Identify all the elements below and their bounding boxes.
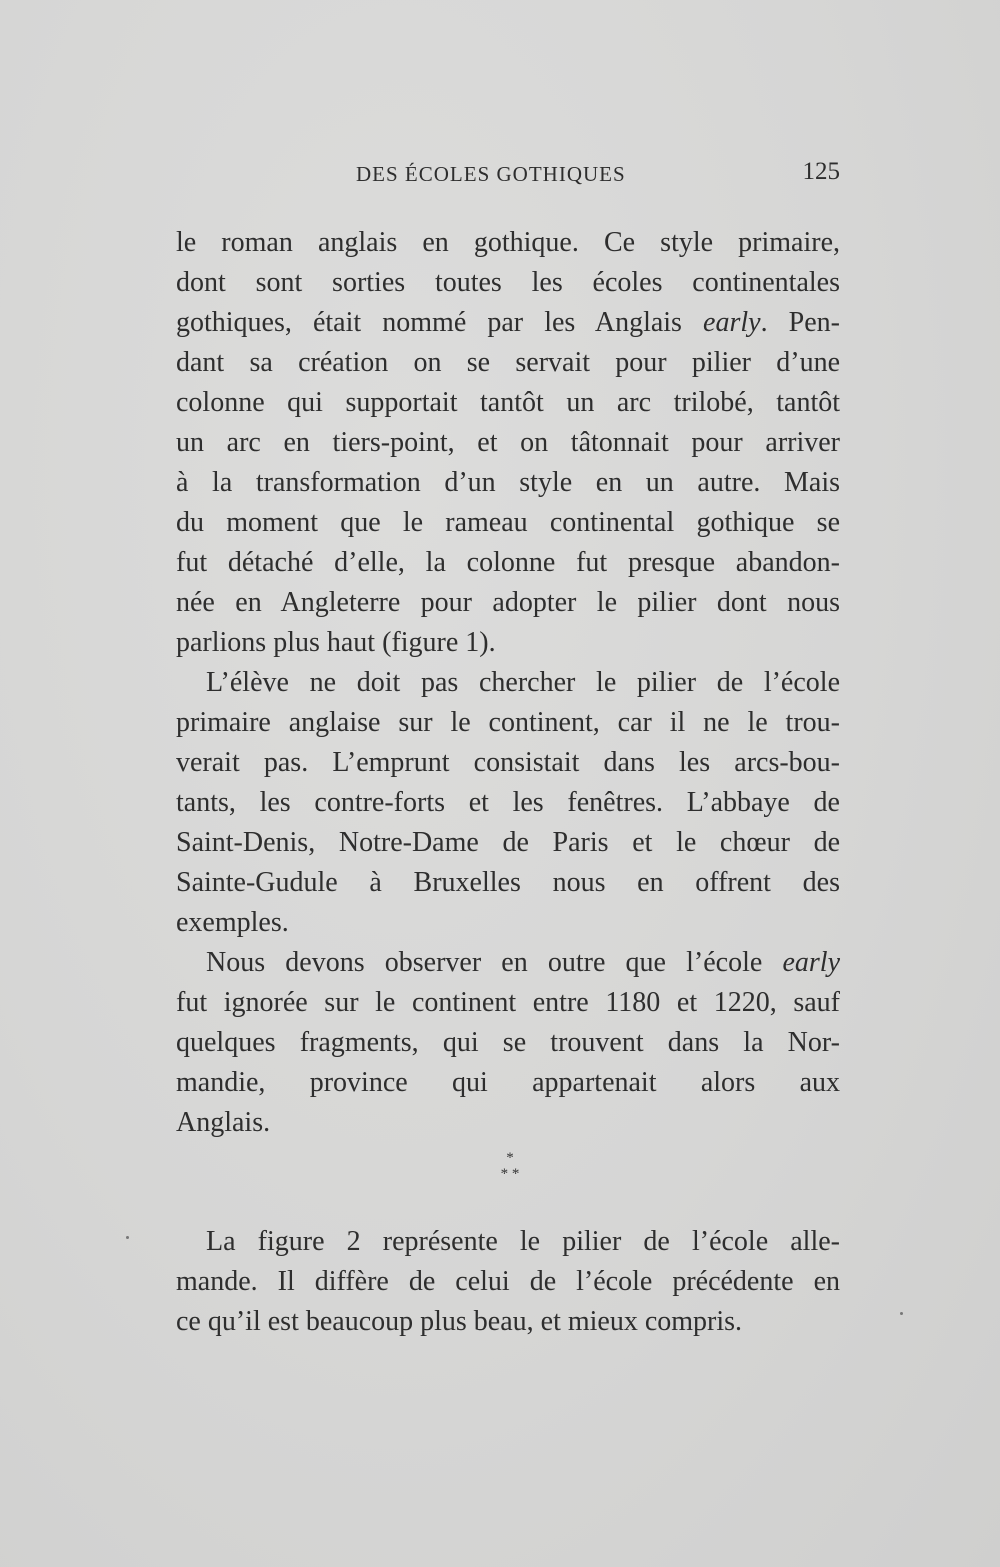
text-run: La figure 2 représente le pilier de l’école alle- <box>206 1226 840 1257</box>
text-line <box>176 1023 840 1063</box>
header-title: DES ÉCOLES GOTHIQUES <box>356 162 626 186</box>
text-line <box>176 343 840 383</box>
text-line <box>176 1262 840 1302</box>
text-run: quelques fragments, qui se trouvent dans la Nor- <box>176 1027 840 1058</box>
text-run: primaire anglaise sur le continent, car il ne le trou- <box>176 707 840 738</box>
text-line <box>176 1063 840 1103</box>
page-number: 125 <box>802 158 840 185</box>
text-line <box>176 463 840 503</box>
text-line <box>176 703 840 743</box>
italic-term: early <box>703 307 761 338</box>
asterism-bottom: * * <box>500 1166 520 1182</box>
italic-term: early <box>782 947 840 978</box>
text-line <box>176 263 840 303</box>
text-run: Sainte-Gudule à Bruxelles nous en offrent des <box>176 867 840 898</box>
text-line <box>176 583 840 623</box>
asterism-top: * <box>506 1150 514 1166</box>
text-line <box>176 223 840 263</box>
paper-speck <box>900 1312 903 1315</box>
text-run: tants, les contre-forts et les fenêtres. L’abbaye de <box>176 787 840 818</box>
text-line <box>176 903 840 943</box>
text-line <box>176 983 840 1023</box>
text-line <box>176 423 840 463</box>
text-run: gothiques, était nommé par les Anglais <box>176 307 704 338</box>
text-line <box>176 1222 840 1262</box>
text-run: mandie, province qui appartenait alors aux <box>176 1067 840 1098</box>
paragraph-1 <box>176 223 840 663</box>
text-line <box>176 663 840 703</box>
section-separator-asterism <box>480 1150 540 1190</box>
paragraph-4 <box>176 1222 840 1342</box>
text-run: L’élève ne doit pas chercher le pilier de l’école <box>206 667 840 698</box>
text-line <box>176 783 840 823</box>
text-run: du moment que le rameau continental gothique se <box>176 507 840 538</box>
text-line <box>176 863 840 903</box>
text-run: à la transformation d’un style en un autre. Mais <box>176 467 840 498</box>
running-header <box>176 158 840 192</box>
text-line <box>176 1103 840 1143</box>
text-run: le roman anglais en gothique. Ce style primaire, <box>176 227 840 258</box>
text-line <box>176 823 840 863</box>
text-run: exemples. <box>176 907 289 938</box>
paper-speck <box>126 1236 129 1239</box>
text-line <box>176 623 840 663</box>
text-run: dant sa création on se servait pour pilier d’une <box>176 347 840 378</box>
text-run: colonne qui supportait tantôt un arc trilobé, tantôt <box>176 387 840 418</box>
text-run: Nous devons observer en outre que l’école <box>206 947 783 978</box>
text-line <box>176 743 840 783</box>
text-run: Anglais. <box>176 1107 271 1138</box>
text-run: ce qu’il est beaucoup plus beau, et mieux compris. <box>176 1306 743 1337</box>
text-line <box>176 383 840 423</box>
text-run: fut ignorée sur le continent entre 1180 et 1220, sauf <box>176 987 840 1018</box>
text-run: un arc en tiers-point, et on tâtonnait pour arriver <box>176 427 840 458</box>
text-run: dont sont sorties toutes les écoles continentales <box>176 267 840 298</box>
text-run: . Pen- <box>760 307 840 338</box>
text-run: mande. Il diffère de celui de l’école précédente en <box>176 1266 840 1297</box>
text-line <box>176 543 840 583</box>
text-run: verait pas. L’emprunt consistait dans les arcs-bou- <box>176 747 840 778</box>
text-line <box>176 503 840 543</box>
text-run: parlions plus haut (figure 1). <box>176 627 496 658</box>
text-line <box>176 943 840 983</box>
text-run: fut détaché d’elle, la colonne fut presque abandon- <box>176 547 840 578</box>
text-line <box>176 1302 840 1342</box>
text-run: née en Angleterre pour adopter le pilier dont nous <box>176 587 840 618</box>
text-run: Saint-Denis, Notre-Dame de Paris et le chœur de <box>176 827 840 858</box>
text-line <box>176 303 840 343</box>
paragraph-3 <box>176 943 840 1143</box>
paragraph-2 <box>176 663 840 943</box>
